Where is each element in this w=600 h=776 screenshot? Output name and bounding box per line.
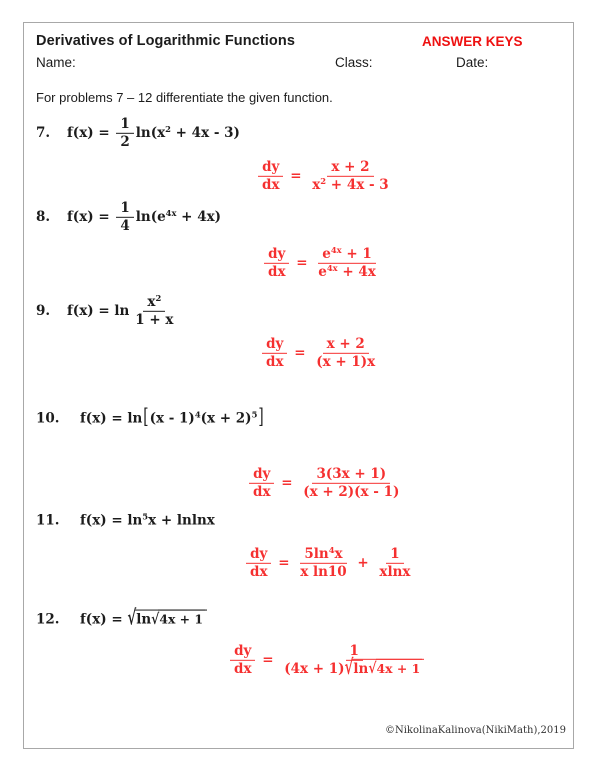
problem-10-number: 10. [36,410,60,427]
problem-9-expression: f(x) = ln $\frac{x^2}{1 + x}$ [67,292,174,328]
problem-8-expression: f(x) = $\frac{1}{4}$ $\ln(e^{4x} + 4x)$ [67,199,222,234]
copyright-text: ©NikolinaKalinova(NikiMath),2019 [384,725,566,736]
problem-11-answer [244,546,416,580]
problem-7-answer-expression: $\frac{dy}{dx}$ = $\frac{x + 2}{x^2 + 4x - 3}$ [256,168,395,184]
problem-7-expression: f(x) = $\frac{1}{2}$ $\ln(x^2 + 4x - 3)$ [67,115,240,150]
problem-9-question [36,294,179,328]
problem-12-answer [228,642,430,681]
class-label: Class: [335,55,373,70]
problem-8-number: 8. [36,208,51,225]
problem-9-number: 9. [36,302,51,319]
problem-12-answer-expression: $\frac{dy}{dx}$ = $\frac{1}{(4x + 1)√\ln√4x + 1}$ [228,652,430,668]
problem-7-answer [256,159,395,193]
instructions-text: For problems 7 – 12 differentiate the given function. [36,90,333,105]
problem-10-answer-expression: $\frac{dy}{dx}$ = $\frac{3(3x + 1)}{(x + 2)(x - 1)}$ [247,475,405,491]
problem-11-question [36,513,215,530]
problem-11-expression: $f(x) = \ln^5x + lnlnx$ [80,511,215,529]
problem-12-expression: f(x) = √ln√4x + 1 [80,612,207,628]
problem-10-answer [247,466,405,500]
problem-8-answer [262,246,382,280]
problem-10-expression: $f(x) = \ln[(x - 1)^4(x + 2)^5]$ [80,405,264,430]
problem-7-number: 7. [36,124,51,141]
problem-12-number: 12. [36,611,60,628]
worksheet-title: Derivatives of Logarithmic Functions [36,33,296,49]
problem-11-answer-expression: $\frac{dy}{dx}$ = $\frac{5\ln^4x}{\text{x ln10}}$ + $\frac{1}{xlnx}$ [244,555,416,571]
name-label: Name: [36,55,76,70]
problem-8-question [36,200,221,234]
problem-9-answer-expression: $\frac{dy}{dx}$ = $\frac{x + 2}{(x + 1)x}$ [260,345,381,361]
problem-10-question [36,405,265,430]
problem-9-answer [260,336,381,370]
problem-12-question [36,605,207,631]
problem-8-answer-expression: $\frac{dy}{dx}$ = $\frac{e^{4x} + 1}{e^{4x} + 4x}$ [262,255,382,271]
answer-keys-label: ANSWER KEYS [422,34,523,49]
problem-11-number: 11. [36,512,60,529]
date-label: Date: [456,55,489,70]
problem-7-question [36,116,240,150]
